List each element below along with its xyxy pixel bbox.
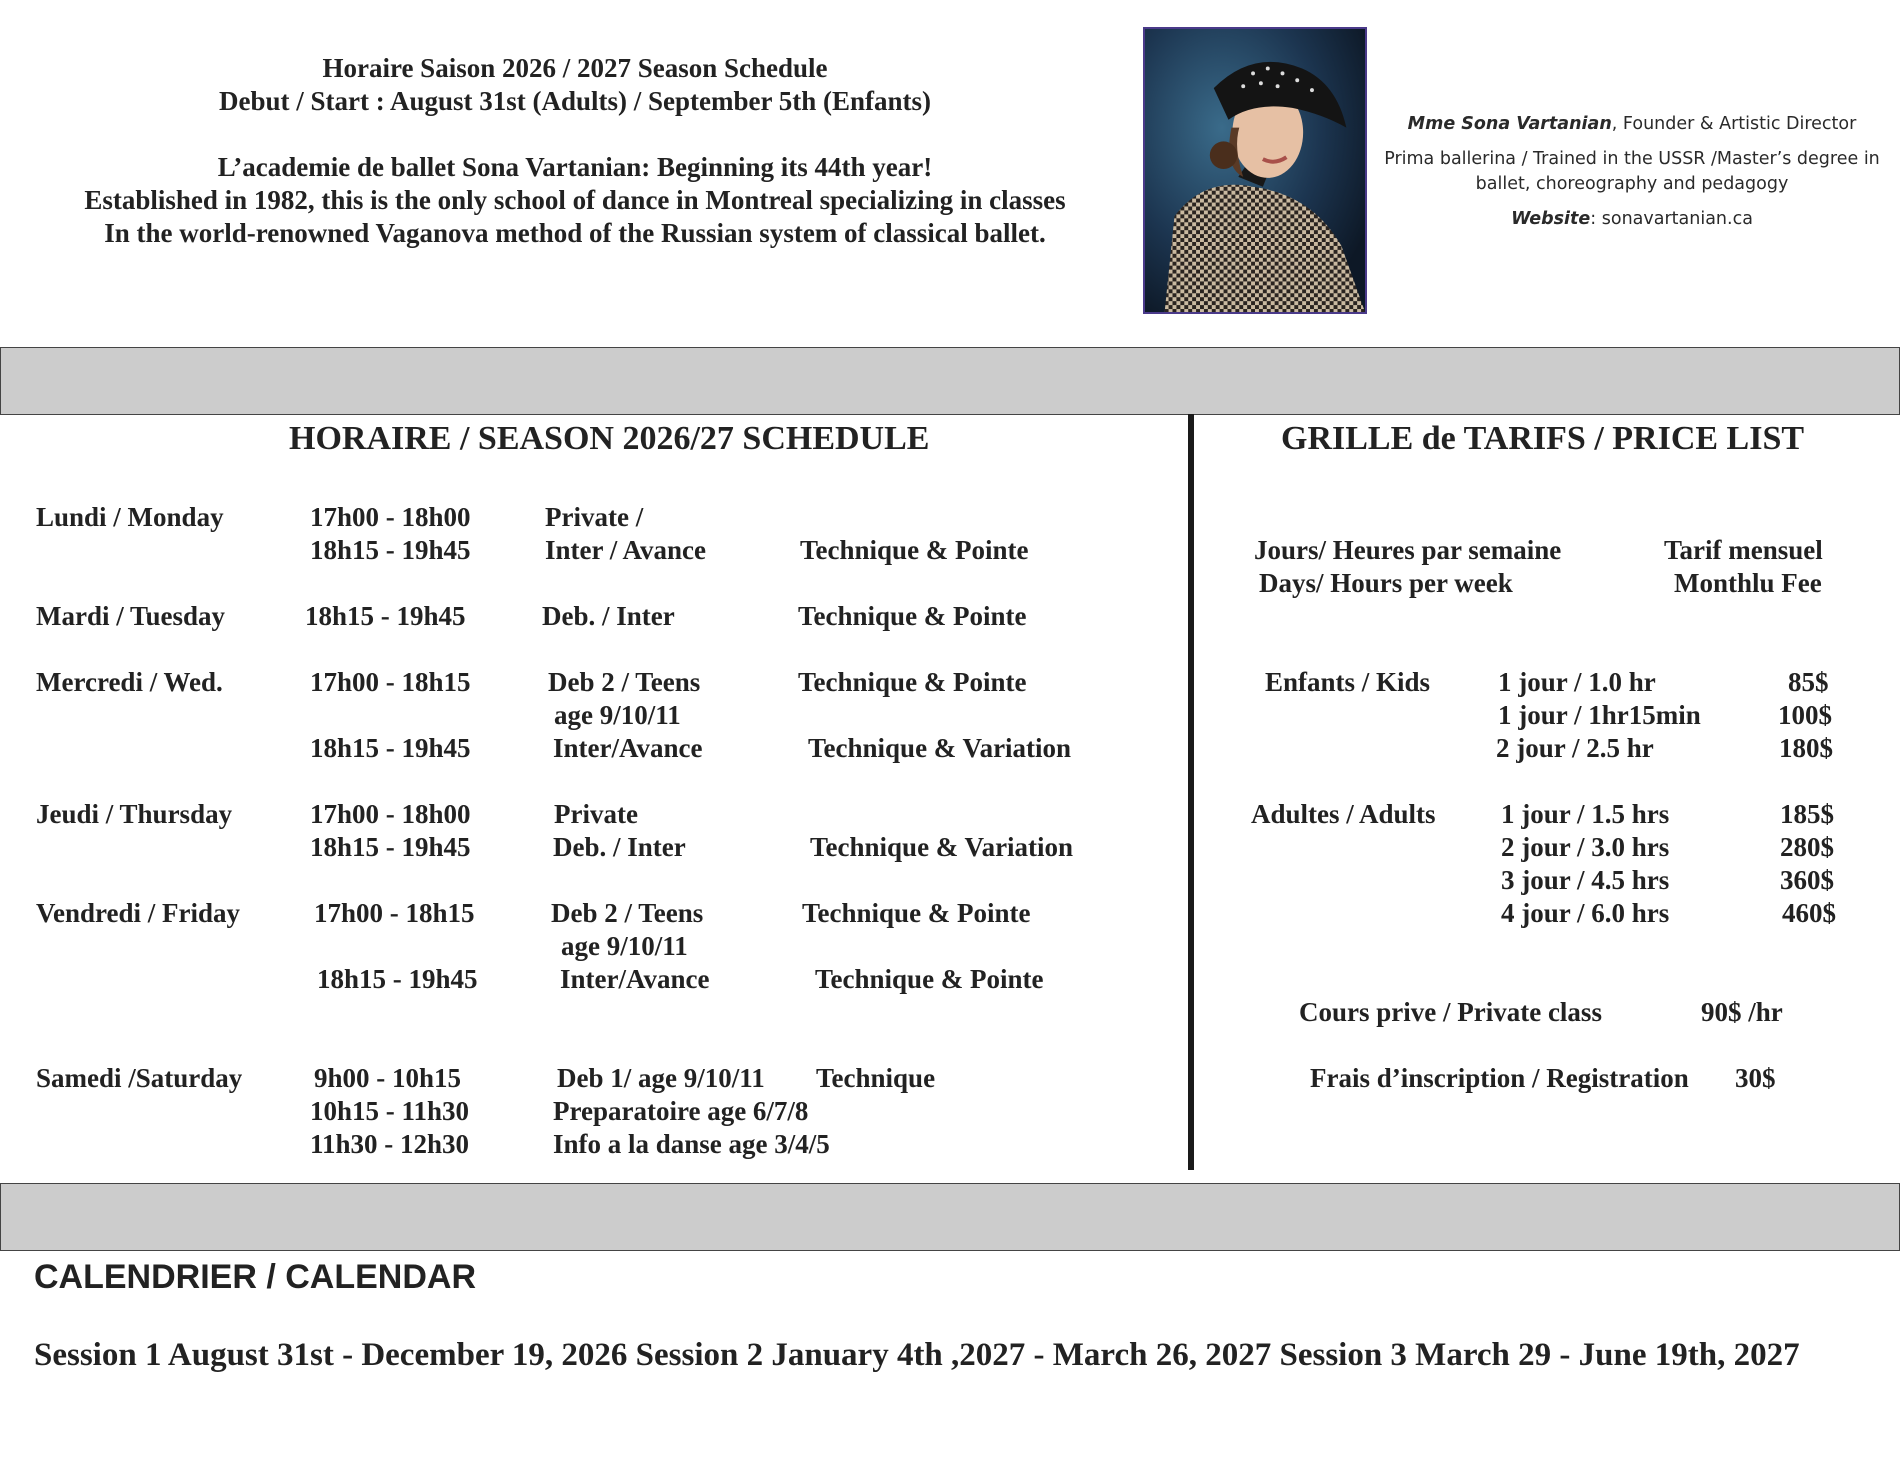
schedule-time: 17h00 - 18h00 xyxy=(310,502,471,532)
price-duration: 4 jour / 6.0 hrs xyxy=(1501,898,1670,928)
price-duration: 2 jour / 2.5 hr xyxy=(1496,733,1654,763)
price-fee: 460$ xyxy=(1782,898,1836,928)
price-list-title: GRILLE de TARIFS / PRICE LIST xyxy=(1281,420,1805,457)
schedule-level: Deb 1/ age 9/10/11 xyxy=(557,1063,765,1093)
schedule-time: 18h15 - 19h45 xyxy=(310,535,471,565)
schedule-time: 18h15 - 19h45 xyxy=(305,601,466,631)
schedule-day: Samedi /Saturday xyxy=(36,1063,243,1093)
schedule-time: 18h15 - 19h45 xyxy=(317,964,478,994)
season-heading: Horaire Saison 2026 / 2027 Season Schedule xyxy=(322,53,828,83)
price-header-days-en: Days/ Hours per week xyxy=(1259,568,1513,598)
schedule-day: Jeudi / Thursday xyxy=(36,799,233,829)
schedule-level: Private / xyxy=(545,502,644,532)
intro-block xyxy=(30,52,1120,250)
schedule-level: Deb. / Inter xyxy=(553,832,686,862)
academy-description-1: Established in 1982, this is the only school of dance in Montreal specializing in classes xyxy=(84,185,1066,215)
price-fee: 185$ xyxy=(1780,799,1834,829)
price-header-fee-fr: Tarif mensuel xyxy=(1664,535,1823,565)
schedule-title: HORAIRE / SEASON 2026/27 SCHEDULE xyxy=(289,420,930,457)
price-fee: 85$ xyxy=(1788,667,1829,697)
private-class-label: Cours prive / Private class xyxy=(1299,997,1602,1027)
price-fee: 100$ xyxy=(1778,700,1832,730)
column-divider xyxy=(1188,414,1194,1170)
price-duration: 1 jour / 1hr15min xyxy=(1498,700,1701,730)
schedule-level: Deb 2 / Teens xyxy=(551,898,704,928)
academy-tagline: L’academie de ballet Sona Vartanian: Beginning its 44th year! xyxy=(217,152,933,182)
schedule-class: Technique xyxy=(816,1063,936,1093)
schedule-level: Info a la danse age 3/4/5 xyxy=(553,1129,830,1159)
schedule-class: Technique & Pointe xyxy=(802,898,1031,928)
schedule-class: Technique & Pointe xyxy=(798,601,1027,631)
schedule-time: 10h15 - 11h30 xyxy=(310,1096,470,1126)
schedule-level: Preparatoire age 6/7/8 xyxy=(553,1096,809,1126)
schedule-level: age 9/10/11 xyxy=(561,931,688,961)
schedule-day: Vendredi / Friday xyxy=(36,898,241,928)
portrait-photo xyxy=(1143,27,1367,314)
price-duration: 1 jour / 1.0 hr xyxy=(1498,667,1656,697)
price-header-fee-en: Monthlu Fee xyxy=(1674,568,1822,598)
schedule-day: Mercredi / Wed. xyxy=(36,667,223,697)
price-header-days-fr: Jours/ Heures par semaine xyxy=(1254,535,1562,565)
price-fee: 180$ xyxy=(1779,733,1833,763)
schedule-level: Inter / Avance xyxy=(545,535,706,565)
schedule-level: Inter/Avance xyxy=(553,733,703,763)
calendar-sessions: Session 1 August 31st - December 19, 2026 Session 2 January 4th ,2027 - March 26, 2027 Session 3 March 29 - June 19th, 2027 xyxy=(34,1337,1800,1373)
director-name: Mme Sona Vartanian xyxy=(1407,114,1612,134)
schedule-level: age 9/10/11 xyxy=(554,700,681,730)
director-credentials: Prima ballerina / Trained in the USSR /Master’s degree in ballet, choreography and pedagogy xyxy=(1384,149,1880,194)
section-band-top xyxy=(0,347,1900,415)
price-fee: 360$ xyxy=(1780,865,1834,895)
schedule-level: Deb 2 / Teens xyxy=(548,667,701,697)
schedule-time: 18h15 - 19h45 xyxy=(310,733,471,763)
schedule-class: Technique & Pointe xyxy=(815,964,1044,994)
schedule-class: Technique & Pointe xyxy=(800,535,1029,565)
schedule-class: Technique & Pointe xyxy=(798,667,1027,697)
price-group: Adultes / Adults xyxy=(1251,799,1436,829)
schedule-day: Mardi / Tuesday xyxy=(36,601,226,631)
calendar-title: CALENDRIER / CALENDAR xyxy=(34,1258,476,1296)
website-link[interactable]: : sonavartanian.ca xyxy=(1590,209,1753,229)
price-duration: 3 jour / 4.5 hrs xyxy=(1501,865,1670,895)
schedule-time: 9h00 - 10h15 xyxy=(314,1063,462,1093)
private-class-fee: 90$ /hr xyxy=(1701,997,1783,1027)
price-duration: 2 jour / 3.0 hrs xyxy=(1501,832,1670,862)
start-dates: Debut / Start : August 31st (Adults) / September 5th (Enfants) xyxy=(218,86,932,116)
director-bio xyxy=(1372,112,1892,242)
schedule-level: Inter/Avance xyxy=(560,964,710,994)
website-label: Website xyxy=(1511,209,1591,229)
director-role: , Founder & Artistic Director xyxy=(1611,114,1857,134)
price-duration: 1 jour / 1.5 hrs xyxy=(1501,799,1670,829)
schedule-class: Technique & Variation xyxy=(808,733,1072,763)
academy-description-2: In the world-renowned Vaganova method of the Russian system of classical ballet. xyxy=(104,218,1046,248)
schedule-class: Technique & Variation xyxy=(810,832,1074,862)
schedule-level: Private xyxy=(554,799,638,829)
registration-fee: 30$ xyxy=(1735,1063,1776,1093)
schedule-day: Lundi / Monday xyxy=(36,502,224,532)
schedule-time: 18h15 - 19h45 xyxy=(310,832,471,862)
schedule-time: 11h30 - 12h30 xyxy=(310,1129,470,1159)
schedule-time: 17h00 - 18h15 xyxy=(310,667,471,697)
schedule-time: 17h00 - 18h15 xyxy=(314,898,475,928)
section-band-bottom xyxy=(0,1183,1900,1251)
schedule-level: Deb. / Inter xyxy=(542,601,675,631)
registration-label: Frais d’inscription / Registration xyxy=(1310,1063,1689,1093)
price-group: Enfants / Kids xyxy=(1265,667,1431,697)
schedule-time: 17h00 - 18h00 xyxy=(310,799,471,829)
price-fee: 280$ xyxy=(1780,832,1834,862)
